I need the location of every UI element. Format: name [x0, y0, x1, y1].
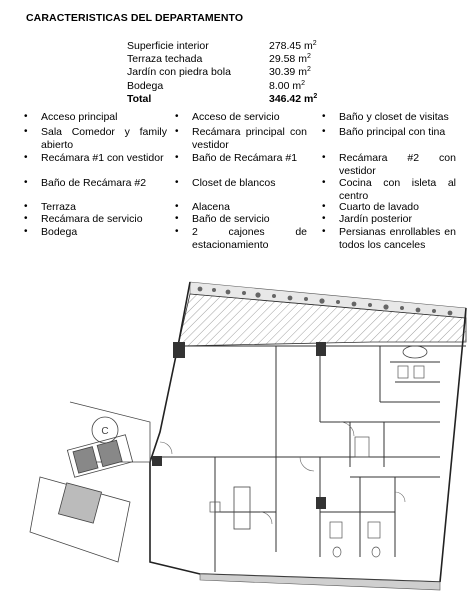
area-label: Terraza techada — [127, 53, 203, 66]
area-row-total — [127, 93, 317, 106]
kitchen-island — [234, 487, 250, 529]
list-item: • Acceso de servicio — [175, 111, 280, 123]
area-label: Total — [127, 92, 152, 105]
list-item: • Jardín posterior — [322, 213, 412, 225]
list-item: • Alacena — [175, 201, 230, 213]
list-item: • Baño de Recámara #1 — [175, 152, 298, 164]
bathtub — [403, 346, 427, 358]
list-item: • Baño de Recámara #2 — [24, 177, 147, 189]
list-item: • Persianas enrollables en todos los canceles — [322, 226, 456, 251]
area-row-bodega — [127, 80, 317, 93]
area-row-interior — [127, 40, 317, 53]
list-item: • Closet de blancos — [175, 177, 276, 189]
floor-plan — [0, 262, 471, 600]
bathroom-fixtures — [210, 366, 424, 557]
area-row-jardin — [127, 66, 317, 79]
area-value: 278.45 $m^2$ — [269, 40, 317, 52]
interior-walls — [160, 346, 466, 572]
area-label: Superficie interior — [127, 40, 209, 52]
area-value: 8.00 $m^2$ — [269, 79, 306, 92]
list-item: • Recámara principal con vestidor — [175, 126, 307, 151]
structural-columns — [152, 342, 326, 509]
list-item: • 2 cajones de estacionamiento — [175, 226, 307, 251]
list-item: • Recámara #1 con vestidor — [24, 152, 164, 164]
list-item: • Recámara de servicio — [24, 213, 143, 225]
list-item: • Bodega — [24, 226, 78, 238]
list-item: • Sala Comedor y family abierto — [24, 126, 167, 151]
list-item: • Cocina con isleta al centro — [322, 177, 456, 202]
ramp-label: C — [101, 426, 109, 437]
planter-strip — [200, 574, 440, 590]
area-value: 29.58 $m^2$ — [269, 53, 311, 66]
area-table — [127, 40, 317, 106]
list-item: • Baño principal con tina — [322, 126, 446, 138]
list-item: • Baño y closet de visitas — [322, 111, 449, 123]
list-item: • Acceso principal — [24, 111, 118, 123]
area-label: Bodega — [127, 79, 164, 92]
page-title: CARACTERISTICAS DEL DEPARTAMENTO — [26, 12, 244, 24]
area-value: 30.39 $m^2$ — [269, 66, 311, 79]
parking-area — [30, 402, 150, 562]
area-row-terraza — [127, 53, 317, 66]
list-item: • Cuarto de lavado — [322, 201, 419, 213]
area-label: Jardín con piedra bola — [127, 66, 231, 79]
list-item: • Recámara #2 con vestidor — [322, 152, 456, 177]
list-item: • Baño de servicio — [175, 213, 270, 225]
list-item: • Terraza — [24, 201, 77, 213]
area-value: 346.42 $m^2$ — [269, 92, 318, 105]
